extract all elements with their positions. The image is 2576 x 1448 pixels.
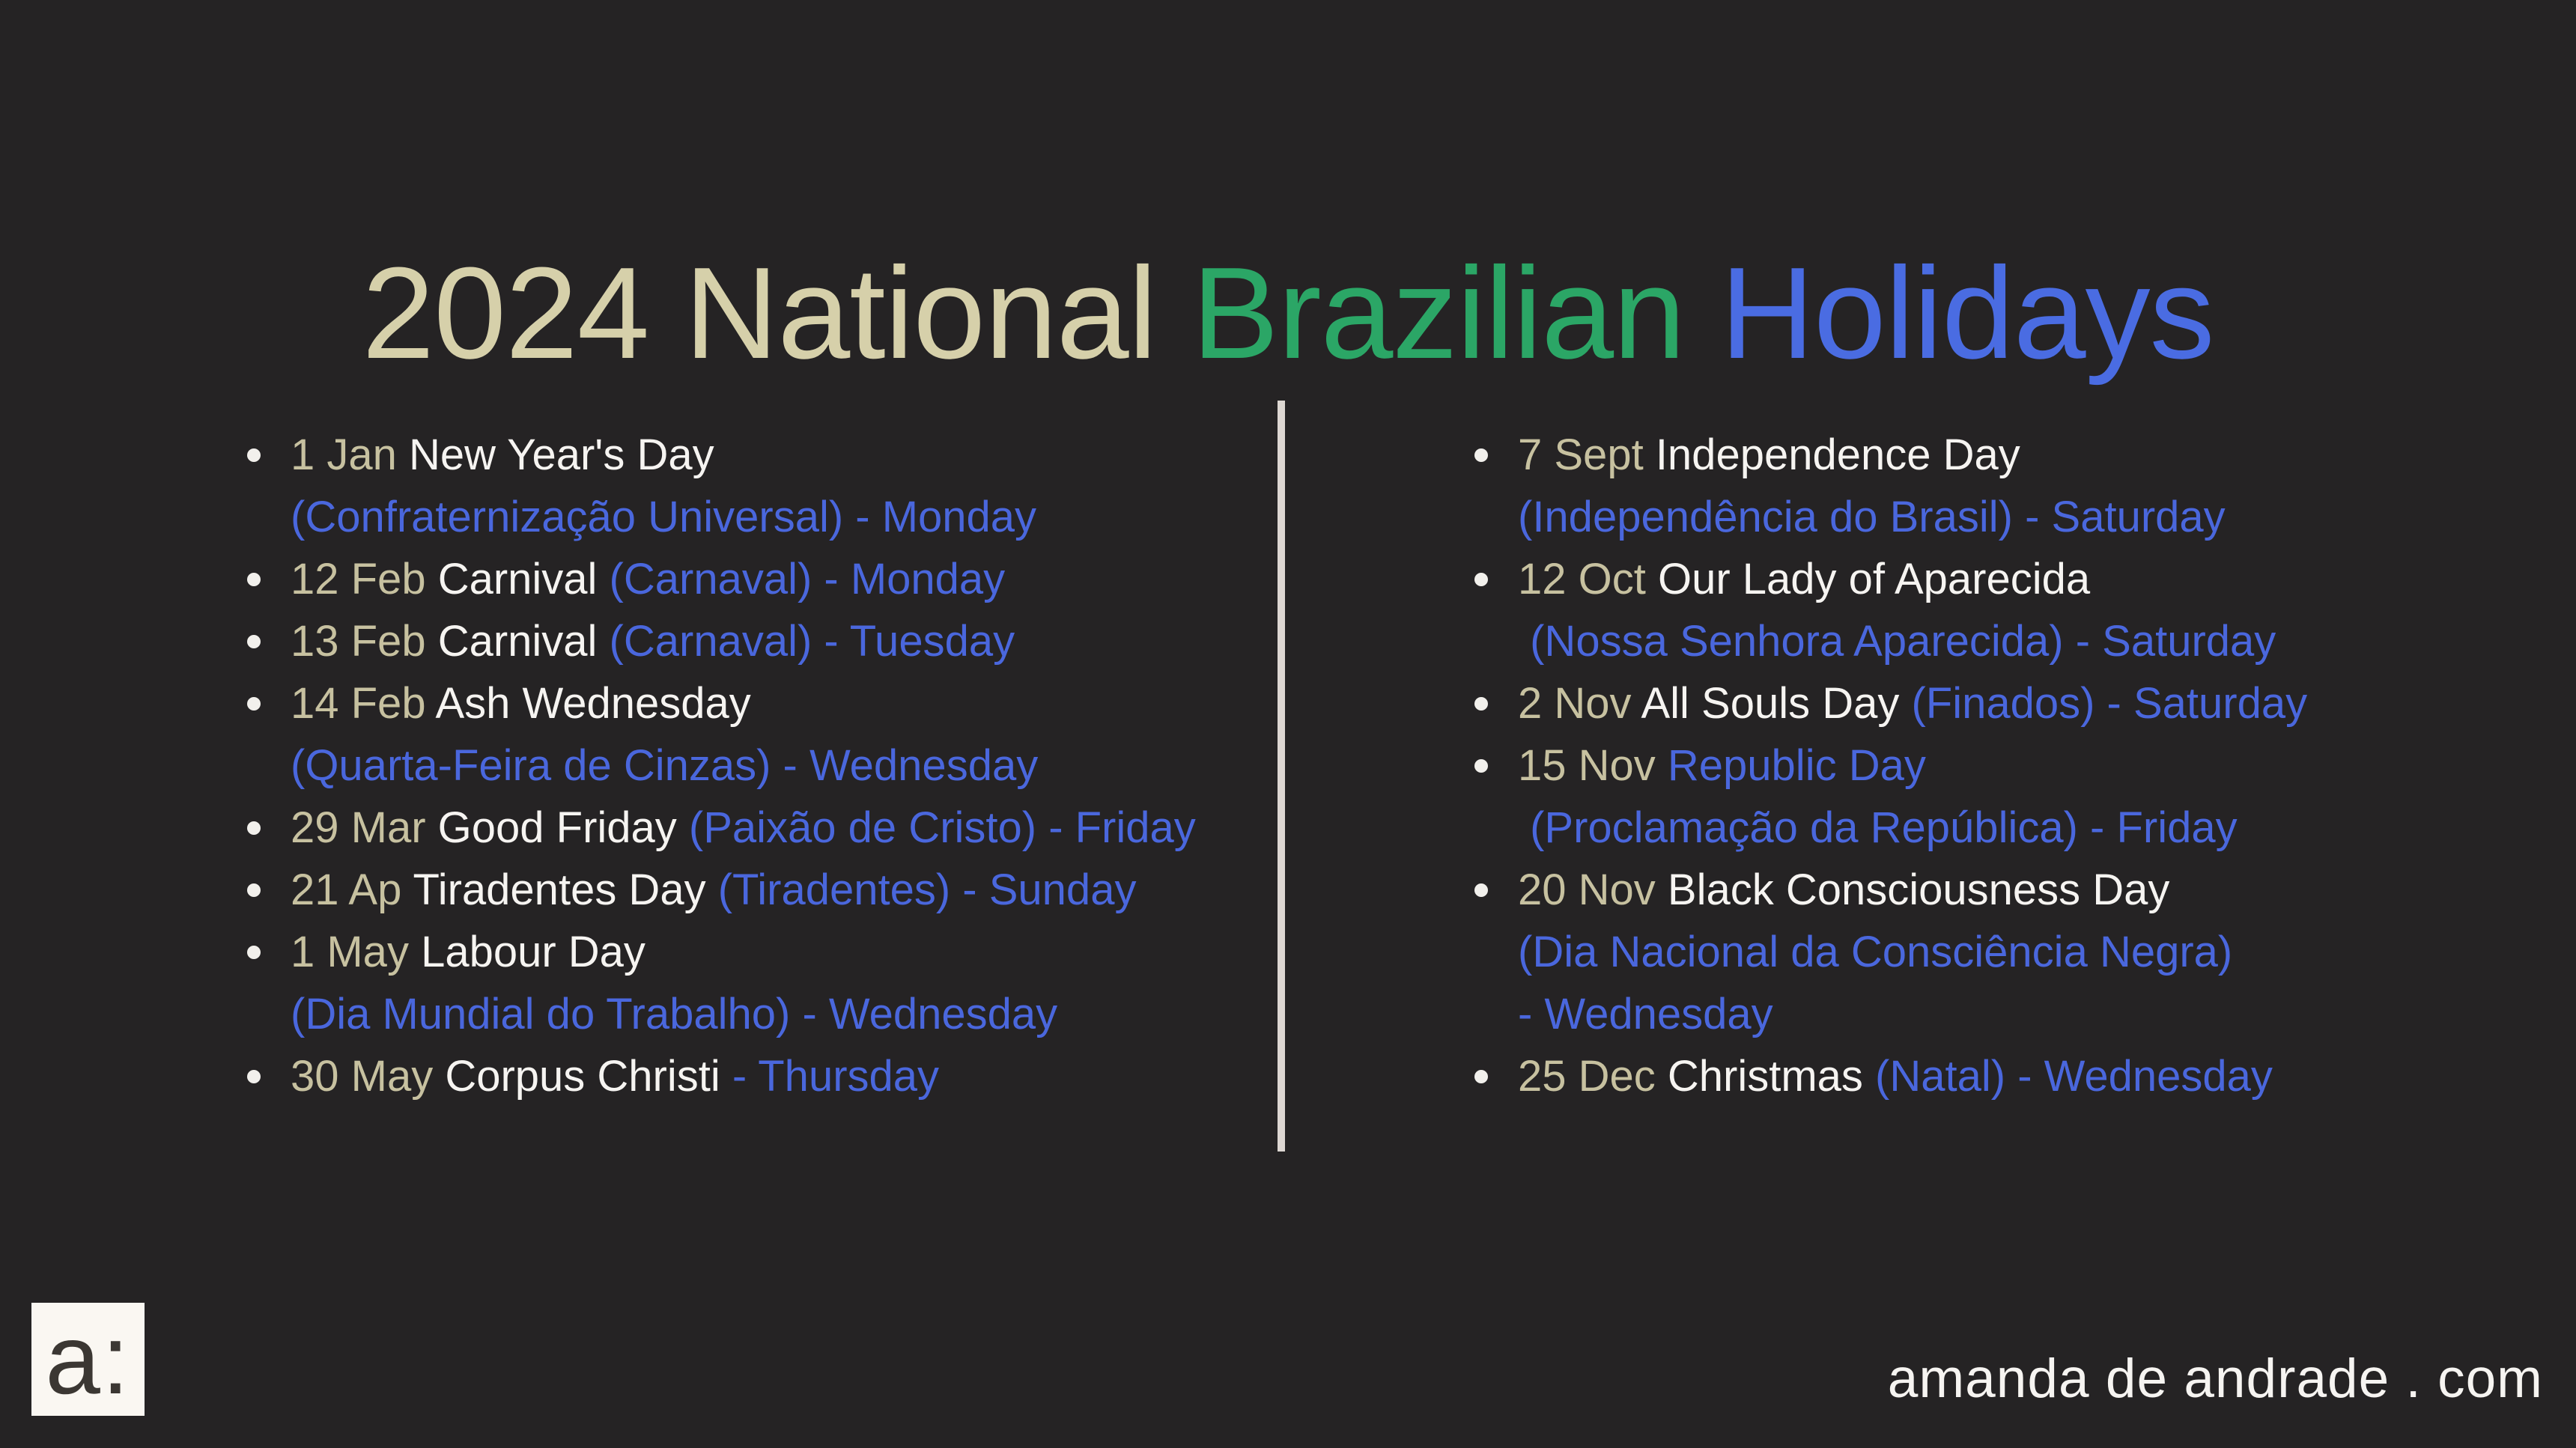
holiday-detail: (Independência do Brasil) - Saturday — [1518, 493, 2226, 541]
holiday-date: 21 Ap — [291, 866, 413, 914]
holiday-name: Carnival — [437, 617, 610, 666]
holiday-date: 14 Feb — [291, 679, 436, 728]
holiday-date: 13 Feb — [291, 617, 438, 666]
column-divider — [1278, 401, 1285, 1152]
page-title — [0, 241, 2576, 384]
holiday-name: Independence Day — [1655, 431, 2020, 479]
holiday-date: 7 Sept — [1518, 431, 1656, 479]
holiday-line — [1518, 983, 2559, 1045]
holiday-line — [1518, 548, 2559, 610]
holiday-item — [1518, 424, 2559, 548]
holiday-line — [291, 983, 1257, 1045]
holiday-name: Ash Wednesday — [435, 679, 751, 728]
holiday-line — [1518, 797, 2559, 859]
holiday-item — [291, 424, 1257, 548]
holidays-column-left — [291, 424, 1257, 1107]
holiday-item — [291, 859, 1257, 921]
holiday-item — [291, 1045, 1257, 1107]
holidays-column-right — [1518, 424, 2559, 1107]
holiday-detail: (Proclamação da República) - Friday — [1518, 803, 2238, 852]
holiday-date: 25 Dec — [1518, 1052, 1668, 1101]
holiday-name: Christmas — [1667, 1052, 1876, 1101]
holiday-detail: (Paixão de Cristo) - Friday — [688, 803, 1196, 852]
holiday-detail: (Dia Nacional da Consciência Negra) — [1518, 928, 2233, 976]
holiday-name: Carnival — [437, 555, 610, 603]
holiday-detail: (Natal) - Wednesday — [1875, 1052, 2273, 1101]
title-part-year-national: 2024 National — [362, 239, 1192, 386]
holiday-detail: (Nossa Senhora Aparecida) - Saturday — [1518, 617, 2276, 666]
logo-text: a: — [45, 1303, 131, 1414]
holiday-detail: Republic Day — [1667, 741, 1926, 790]
holiday-item — [1518, 1045, 2559, 1107]
holiday-detail: (Tiradentes) - Sunday — [717, 866, 1137, 914]
holiday-line — [291, 610, 1257, 672]
holiday-detail: (Finados) - Saturday — [1911, 679, 2308, 728]
holiday-date: 12 Oct — [1518, 555, 1658, 603]
holiday-item — [1518, 548, 2559, 672]
holiday-item — [291, 797, 1257, 859]
holiday-line — [291, 672, 1257, 734]
holiday-line — [291, 1045, 1257, 1107]
holiday-line — [1518, 734, 2559, 797]
holiday-line — [291, 424, 1257, 486]
holiday-line — [291, 921, 1257, 983]
holiday-line — [291, 734, 1257, 797]
holiday-line — [291, 548, 1257, 610]
holiday-item — [291, 672, 1257, 797]
holiday-item — [1518, 734, 2559, 859]
holiday-line — [1518, 486, 2559, 548]
holiday-date: 20 Nov — [1518, 866, 1668, 914]
holiday-detail: (Dia Mundial do Trabalho) - Wednesday — [291, 990, 1058, 1038]
holiday-detail: (Carnaval) - Tuesday — [609, 617, 1015, 666]
holiday-line — [291, 797, 1257, 859]
holiday-detail: (Confraternização Universal) - Monday — [291, 493, 1037, 541]
holiday-line — [1518, 424, 2559, 486]
holiday-item — [1518, 672, 2559, 734]
holiday-date: 15 Nov — [1518, 741, 1668, 790]
holiday-detail: - Thursday — [732, 1052, 940, 1101]
holiday-date: 2 Nov — [1518, 679, 1641, 728]
holiday-line — [1518, 672, 2559, 734]
holidays-list-right — [1518, 424, 2559, 1107]
title-part-holidays: Holidays — [1720, 239, 2214, 386]
holiday-item — [291, 921, 1257, 1045]
holiday-date: 1 May — [291, 928, 422, 976]
holiday-item — [1518, 859, 2559, 1045]
holiday-item — [291, 548, 1257, 610]
holiday-detail: (Carnaval) - Monday — [609, 555, 1006, 603]
holiday-line — [1518, 921, 2559, 983]
holiday-item — [291, 610, 1257, 672]
holidays-list-left — [291, 424, 1257, 1107]
holiday-date: 12 Feb — [291, 555, 438, 603]
holiday-detail: - Wednesday — [1518, 990, 1773, 1038]
holiday-name: Our Lady of Aparecida — [1657, 555, 2091, 603]
holiday-detail: (Quarta-Feira de Cinzas) - Wednesday — [291, 741, 1039, 790]
website-url: amanda de andrade . com — [1887, 1348, 2543, 1409]
holiday-name: All Souls Day — [1641, 679, 1912, 728]
holiday-date: 29 Mar — [291, 803, 438, 852]
holiday-line — [291, 859, 1257, 921]
holiday-name: Corpus Christi — [445, 1052, 732, 1101]
holiday-line — [291, 486, 1257, 548]
holiday-name: Black Consciousness Day — [1667, 866, 2170, 914]
holiday-date: 30 May — [291, 1052, 446, 1101]
title-part-brazilian: Brazilian — [1191, 239, 1721, 386]
holiday-line — [1518, 610, 2559, 672]
holiday-name: Good Friday — [437, 803, 689, 852]
holiday-line — [1518, 1045, 2559, 1107]
holiday-name: New Year's Day — [409, 431, 714, 479]
holiday-name: Labour Day — [421, 928, 645, 976]
holiday-line — [1518, 859, 2559, 921]
logo-badge — [31, 1303, 145, 1416]
holiday-date: 1 Jan — [291, 431, 409, 479]
holiday-name: Tiradentes Day — [413, 866, 718, 914]
